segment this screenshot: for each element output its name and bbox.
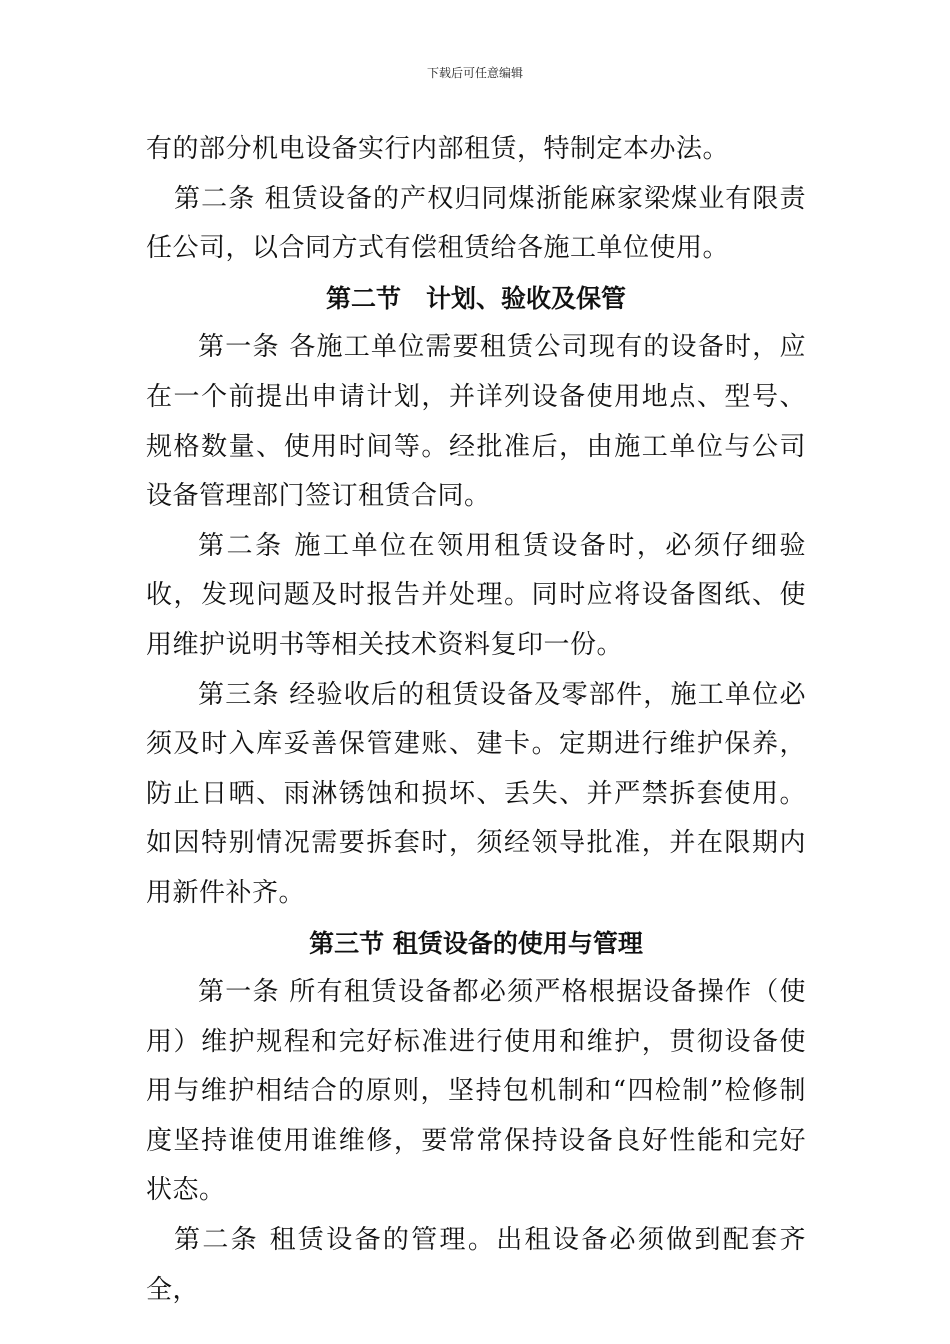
section-3-title: 第三节 租赁设备的使用与管理 [309, 928, 643, 958]
section-2-article-1: 第一条 各施工单位需要租赁公司现有的设备时，应在一个前提出申请计划，并详列设备使用地点、型号、规格数量、使用时间等。经批准后，由施工单位与公司设备管理部门签订租赁合同。 [146, 332, 806, 512]
section-3-article-2: 第二条 租赁设备的管理。出租设备必须做到配套齐全， [146, 1225, 806, 1305]
section-2-article-2: 第二条 施工单位在领用租赁设备时，必须仔细验收，发现问题及时报告并处理。同时应将设备图纸、使用维护说明书等相关技术资料复印一份。 [146, 530, 806, 660]
section-2-title: 第二节 计划、验收及保管 [325, 283, 626, 313]
paragraph-article-2: 第二条 租赁设备的产权归同煤浙能麻家梁煤业有限责任公司，以合同方式有偿租赁给各施工单位使用。 [146, 183, 806, 264]
section-3-article-1: 第一条 所有租赁设备都必须严格根据设备操作（使用）维护规程和完好标准进行使用和维护，贯彻设备使用与维护相结合的原则，坚持包机制和“四检制”检修制度坚持谁使用谁维修，要常常保持设备良好性能和完好状态。 [146, 977, 806, 1206]
paragraph-intro-end: 有的部分机电设备实行内部租赁，特制定本办法。 [146, 134, 730, 164]
document-body [146, 125, 806, 1315]
section-2-article-3: 第三条 经验收后的租赁设备及零部件，施工单位必须及时入库妥善保管建账、建卡。定期进行维护保养，防止日晒、雨淋锈蚀和损坏、丢失、并严禁拆套使用。如因特别情况需要拆套时，须经领导批准，并在限期内用新件补齐。 [146, 679, 806, 908]
page-header-note: 下载后可任意编辑 [426, 66, 523, 80]
